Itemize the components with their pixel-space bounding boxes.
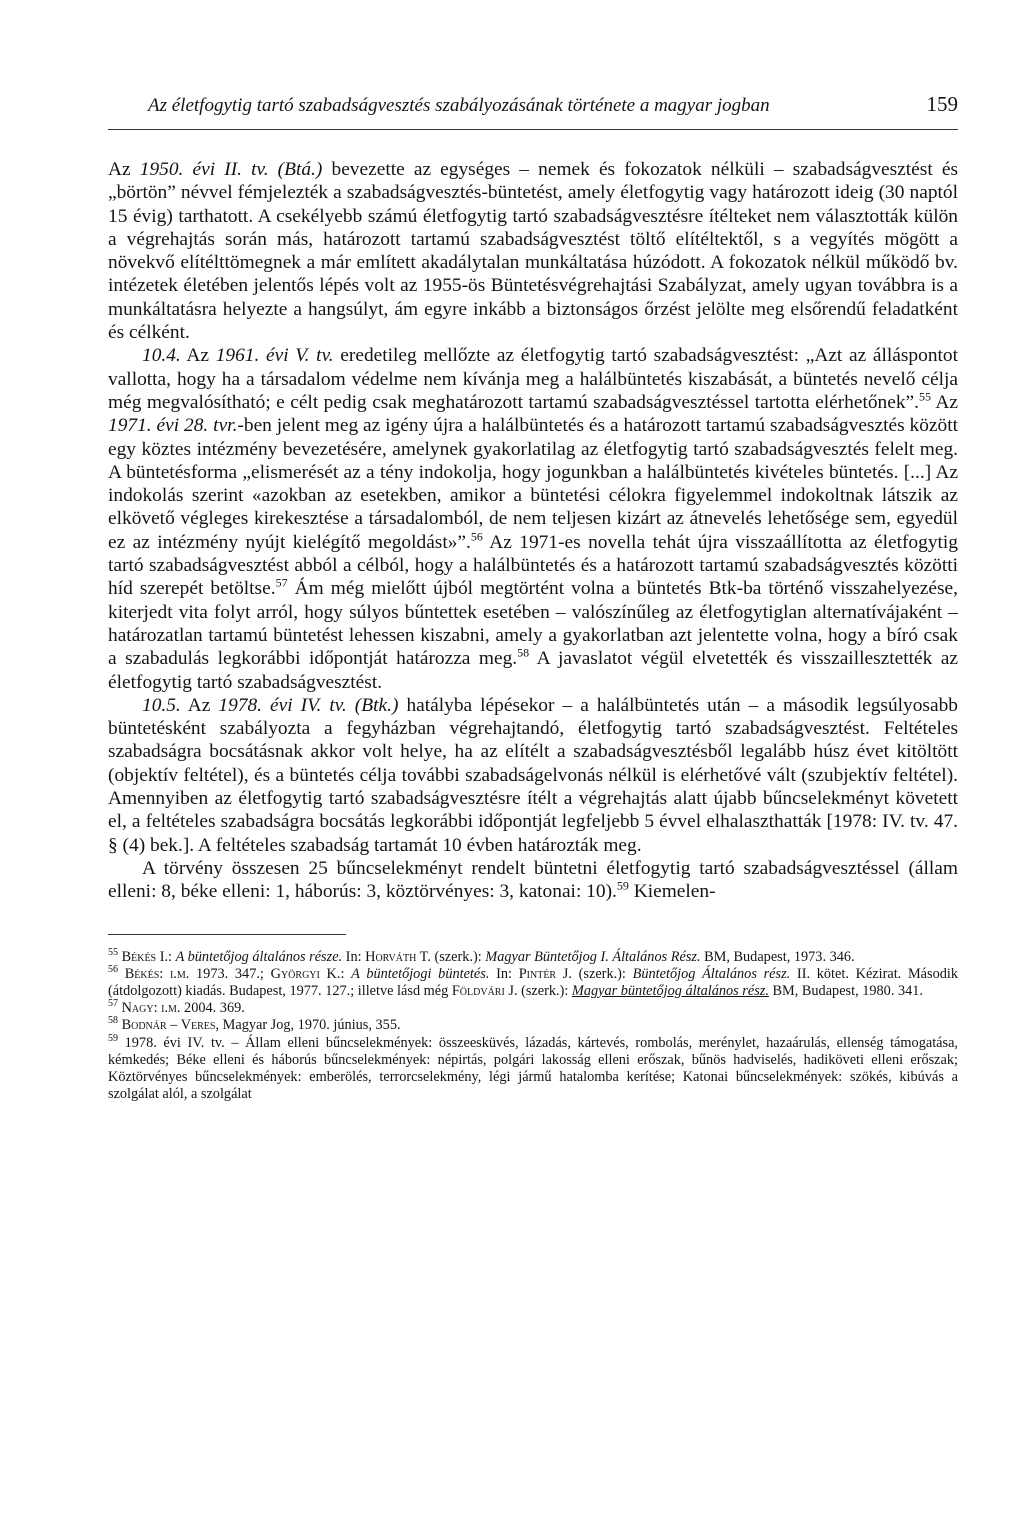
text-run: Az (108, 159, 140, 180)
law-citation: 1978. évi IV. tv. (Btk.) (218, 694, 399, 716)
footnote-57 (108, 1000, 958, 1017)
footnotes (108, 946, 959, 1104)
text-run: (szerk.): (517, 982, 572, 999)
paragraph-3 (108, 694, 958, 857)
work-title: A büntetőjogi büntetés. (351, 965, 490, 982)
editor: Földvári J. (451, 982, 518, 999)
footnote-divider (108, 934, 346, 935)
text-run: 1978. évi IV. tv. – Állam elleni bűncselekmények: összeesküvés, lázadás, kártevés, rombolás, merénylet, hazaárulás, ellenség támogatása, kémkedés; Béke elleni és háborús bűncselekmények: népirtás, polgári lakosság elleni erőszak, bűnös hadviselés, hadiköveti elleni erőszak; Köztörvényes bűncselekmények: emberölés, terrorcselekmény, légi jármű hatalomba kerítése; Katonai bűncselekmények: szökés, kibúvás a szolgálat alól, a szolgálat (108, 1034, 958, 1103)
editor: Horváth T. (365, 948, 431, 965)
text-run: A javaslatot végül elvetették és visszaillesztették az életfogytig tartó szabadságvesztést. (108, 648, 959, 693)
work-title: Büntetőjog Általános rész. (632, 965, 791, 982)
footnote-55 (108, 946, 958, 966)
text-run: In: (342, 948, 366, 965)
footnote-ref[interactable]: 55 (919, 389, 931, 404)
editor: Pintér J. (518, 965, 572, 982)
text-run: : (340, 965, 352, 982)
paragraph-1 (108, 158, 958, 344)
paragraph-2 (108, 344, 958, 693)
text-run: Az (180, 345, 216, 367)
footnote-ref[interactable]: 57 (275, 575, 288, 590)
section-number: 10.4. (142, 345, 181, 367)
author: Bodnár – Veres (121, 1017, 216, 1034)
text-run: II. kötet. Kézirat. Második (átdolgozott) kiadás. Budapest, 1977. 127.; illetve lásd még (108, 965, 959, 999)
text-run: Ám még mielőtt újból megtörtént volna a büntetés Btk-ba történő visszahelyezése, kiterjedt vita folyt arról, hogy súlyos bűntettek esetében – valószínűleg az életfogytiglan alternatívájaként – határozatlan tartamú büntetést lehessen kiszabni, amely a gyakorlatban azt jelentette volna, hogy a bíró csak a szabadulás legkorábbi időpontját határozza meg. (108, 578, 958, 670)
footnote-number: 56 (108, 963, 118, 975)
paragraph-4 (108, 857, 958, 904)
footnote-ref[interactable]: 56 (470, 529, 483, 544)
page (108, 92, 958, 1103)
author: Békés: i.m. 1973. 347.; (124, 965, 271, 982)
footnote-59 (108, 1032, 958, 1104)
author: Györgyi K. (270, 965, 341, 982)
running-header (108, 92, 958, 130)
section-number: 10.5. (142, 694, 181, 716)
footnote-number: 59 (108, 1032, 118, 1044)
text-run: BM, Budapest, 1980. 341. (768, 982, 923, 999)
text-run: BM, Budapest, 1973. 346. (700, 948, 855, 965)
work-title: Magyar Büntetőjog I. Általános Rész. (485, 948, 701, 965)
text-run: -ben jelent meg az igény újra a halálbüntetés és a határozott tartamú szabadságvesztés között egy köztes intézmény bevezetésére, amelynek gyakorlatilag az életfogytig tartó szabadságvesztés felelt meg. A büntetésforma „elismerését az a tény indokolja, hogy jogunkban a halálbüntetés kivételes büntetés. [...] Az indokolás szerint «azokban az esetekben, amikor a büntetési célokra figyelemmel indokoltnak látszik az elkövető végleges kirekesztése a társadalomból, de nem teljesen kizárt az átnevelés lehetősége sem, egyedül ez az intézmény nyújt kielégítő megoldást»”. (108, 415, 958, 553)
author: Nagy: i.m. 2004. 369. (121, 1000, 245, 1017)
body-text (108, 158, 958, 904)
footnote-number: 57 (108, 998, 118, 1010)
law-citation: 1950. évi II. tv. (Btá.) (139, 159, 323, 180)
text-run: bevezette az egységes – nemek és fokozatok nélküli – szabadságvesztést és „börtön” névvel fémjelezték a szabadságvesztés-büntetést, amely életfogytig vagy határozott ideig (30 naptól 15 évig) tarthatott. A csekélyebb számú életfogytig tartó szabadságvesztésre ítélteket nem választották külön a végrehajtás során más, határozott tartamú szabadságvesztést töltő elítéltektől, s a vegyítés mögött a növekvő elítélttömegnek a már említett akadálytalan munkáltatása húzódott. A fokozatok nélkül működő bv. intézetek életében jelentős lépés volt az 1955-ös Büntetésvégrehajtási Szabályzat, amely ugyan továbbra is a munkáltatásra helyezte a hangsúlyt, ám egyre inkább a biztonságos őrzést jelölte meg elsőrendű feladatként és célként. (108, 159, 958, 344)
author: Békés I.: (121, 948, 176, 965)
work-title: Magyar büntetőjog általános rész. (571, 982, 769, 999)
text-run: hatályba lépésekor – a halálbüntetés után – a második legsúlyosabb büntetésként szabályozta a fegyházban végrehajtandó, életfogytig tartó szabadságvesztést. Feltételes szabadságra bocsátásnak akkor volt helye, ha az elítélt a szabadságvesztésből legalább húsz évet kitöltött (objektív feltétel), és a büntetés célja további szabadságelvonás nélkül is elérhetővé vált (szubjektív feltétel). Amennyiben az életfogytig tartó szabadságvesztésre ítélt a végrehajtás alatt újabb bűncselekményt követett el, a feltételes szabadságra bocsátás legkorábbi időpontját legfeljebb 5 évvel elhalaszthatták [1978: IV. tv. 47. § (4) bek.]. A feltételes szabadság tartamát 10 évben határozták meg. (108, 694, 958, 856)
footnote-ref[interactable]: 58 (517, 645, 530, 660)
footnote-number: 55 (108, 946, 118, 958)
footnote-56 (108, 963, 959, 1000)
law-citation: 1971. évi 28. tvr. (108, 415, 238, 437)
work-title: A büntetőjog általános része. (175, 948, 343, 965)
text-run: , Magyar Jog, 1970. június, 355. (215, 1017, 401, 1034)
text-run: Az (931, 391, 958, 413)
text-run: Az (180, 694, 219, 716)
page-number: 159 (926, 92, 958, 116)
text-run: In: (489, 965, 519, 982)
text-run: Az 1971-es novella tehát újra visszaállította az életfogytig tartó szabadságvesztést abból a célból, hogy a halálbüntetés és a határozott tartamú szabadságvesztés közötti híd szerepét betöltse. (108, 531, 958, 600)
text-run: Kiemelen- (628, 881, 716, 903)
running-title: Az életfogytig tartó szabadságvesztés szabályozásának története a magyar jogban (148, 95, 770, 116)
footnote-58 (108, 1017, 958, 1034)
law-citation: 1961. évi V. tv. (215, 345, 334, 367)
text-run: (szerk.): (430, 948, 486, 965)
text-run: A törvény összesen 25 bűncselekményt rendelt büntetni életfogytig tartó szabadságvesztéssel (állam elleni: 8, béke elleni: 1, háborús: 3, köztörvényes: 3, katonai: 10). (108, 857, 958, 903)
text-run: (szerk.): (571, 965, 633, 982)
footnote-number: 58 (108, 1015, 118, 1027)
text-run: eredetileg mellőzte az életfogytig tartó szabadságvesztést: „Azt az álláspontot vallotta, hogy ha a társadalom védelme nem kívánja meg a halálbüntetés kiszabását, a büntetés nevelő célja még megvalósítható; e célt pedig csak meghatározott tartamú szabadságvesztéssel tartotta elérhetőnek”. (108, 345, 958, 413)
footnote-ref[interactable]: 59 (616, 878, 629, 893)
